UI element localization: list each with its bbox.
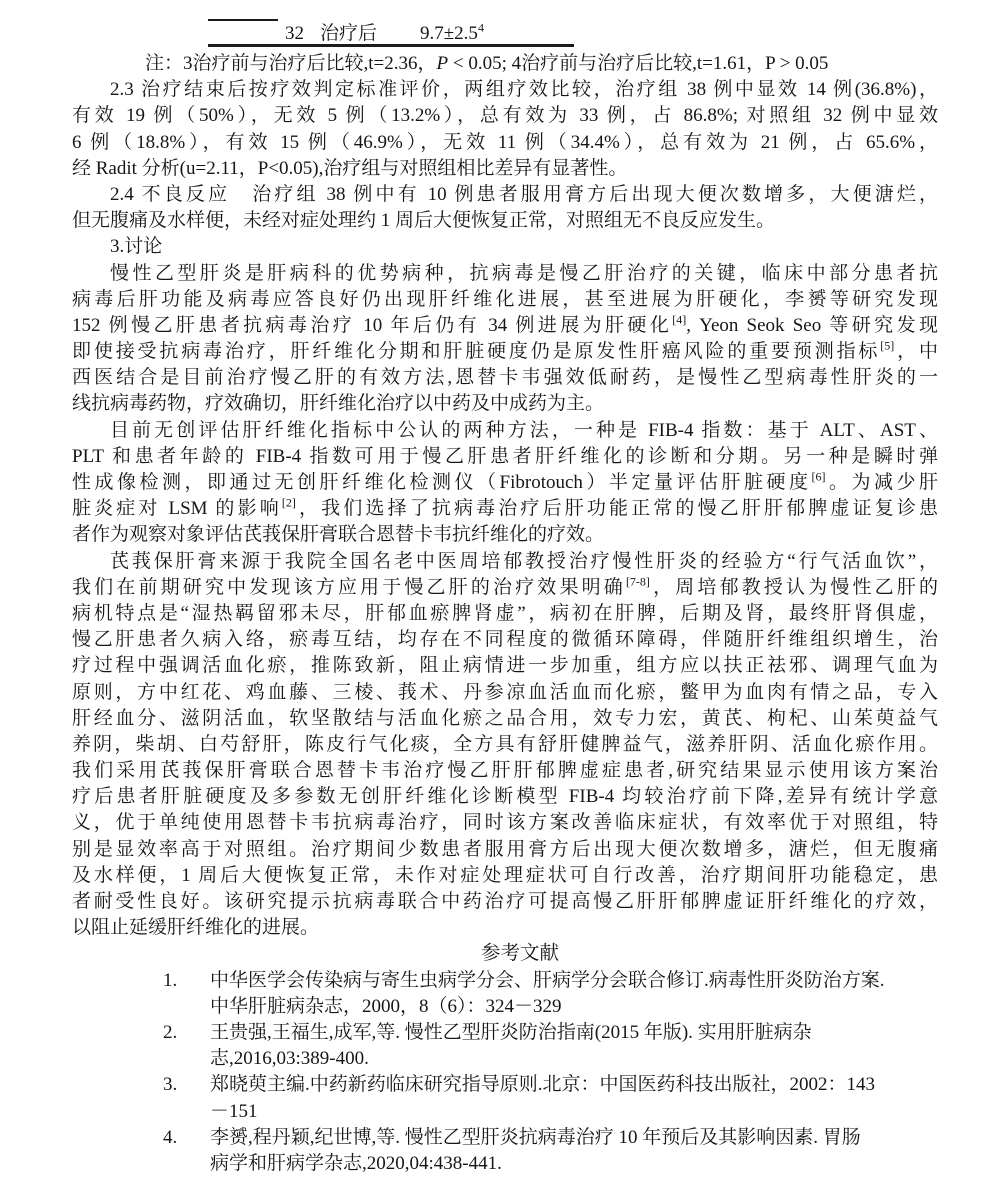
text-line: 目前无创评估肝纤维化指标中公认的两种方法，一种是 FIB-4 指数：基于 ALT、AST、 (110, 419, 938, 441)
reference-number: 1. (163, 969, 178, 991)
text-line: PLT 和患者年龄的 FIB-4 指数可用于慢乙肝患者肝纤维化的诊断和分期。另一种是瞬时弹 (72, 445, 938, 467)
reference-text-line: 中华肝脏病杂志，2000，8（6）：324－329 (210, 995, 562, 1017)
text-line: 我们采用芪莪保肝膏联合恩替卡韦治疗慢乙肝肝郁脾虚症患者,研究结果显示使用该方案治 (72, 760, 938, 782)
text-line: 我们在前期研究中发现该方应用于慢乙肝的治疗效果明确[7-8]，周培郁教授认为慢性乙肝的 (72, 574, 938, 598)
text-line: 芪莪保肝膏来源于我院全国名老中医周培郁教授治疗慢性肝炎的经验方“行气活血饮”， (110, 550, 938, 572)
text-line: 者耐受性良好。该研究提示抗病毒联合中药治疗可提高慢乙肝肝郁脾虚证肝纤维化的疗效， (72, 891, 938, 912)
text-line: 别是显效率高于对照组。治疗期间少数患者服用膏方后出现大便次数增多，溏烂，但无腹痛 (72, 838, 938, 860)
reference-item (72, 1125, 938, 1177)
reference-text (210, 1072, 938, 1124)
reference-text-line: 李赟,程丹颖,纪世博,等. 慢性乙型肝炎抗病毒治疗 10 年预后及其影响因素. 胃肠 (210, 1126, 861, 1148)
references-heading: 参考文献 (480, 943, 559, 965)
text-line: 病机特点是“湿热羁留邪未尽，肝郁血瘀脾肾虚”，病初在肝脾，后期及肾，最终肝肾俱虚， (72, 602, 938, 624)
reference-number: 4. (163, 1126, 178, 1148)
reference-text-line: 病学和肝病学杂志,2020,04:438-441. (210, 1152, 502, 1174)
table-cell-time-label: 治疗后 (320, 23, 378, 44)
text-line: 者作为观察对象评估芪莪保肝膏联合恩替卡韦抗纤维化的疗效。 (72, 524, 605, 546)
reference-text-line: 郑晓萸主编.中药新药临床研究指导原则.北京：中国医药科技出版社，2002：143 (210, 1074, 876, 1096)
text-line: 但无腹痛及水样便，未经对症处理约 1 周后大便恢复正常，对照组无不良反应发生。 (72, 210, 776, 232)
reference-item (72, 1072, 938, 1124)
text-line: 有效 19 例（50%），无效 5 例（13.2%），总有效为 33 例，占 86.8%; 对照组 32 例中显效 (72, 105, 938, 127)
reference-text (210, 1020, 938, 1072)
table-cell-value (420, 20, 484, 45)
text-line: 西医结合是目前治疗慢乙肝的有效方法,恩替卡韦强效低耐药，是慢性乙型病毒性肝炎的一 (72, 367, 938, 389)
text-line: 性成像检测，即通过无创肝纤维化检测仪（Fibrotouch）半定量评估肝脏硬度[6]。为减少肝 (72, 469, 938, 493)
table-footnote: 注：3治疗前与治疗后比较,t=2.36，P < 0.05; 4治疗前与治疗后比较,t=1.61，P > 0.05 (145, 53, 829, 74)
text-line: 经 Radit 分析(u=2.11，P<0.05),治疗组与对照组相比差异有显著性。 (72, 157, 628, 179)
text-line: 3.讨论 (110, 236, 163, 258)
text-line: 病毒后肝功能及病毒应答良好仍出现肝纤维化进展，甚至进展为肝硬化，李赟等研究发现 (72, 288, 938, 310)
text-line: 及水样便，1 周后大便恢复正常，未作对症处理症状可自行改善，治疗期间肝功能稳定，患 (72, 864, 938, 886)
text-line: 慢性乙型肝炎是肝病科的优势病种，抗病毒是慢乙肝治疗的关键，临床中部分患者抗 (110, 262, 938, 284)
reference-number: 3. (163, 1074, 178, 1096)
reference-item (72, 1020, 938, 1072)
text-line: 义，优于单纯使用恩替卡韦抗病毒治疗，同时该方案改善临床症状，有效率优于对照组，特 (72, 812, 938, 834)
reference-text-line: 王贵强,王福生,成军,等. 慢性乙型肝炎防治指南(2015 年版). 实用肝脏病杂 (210, 1021, 812, 1043)
body-paragraphs (72, 77, 938, 941)
document-body (72, 51, 938, 1177)
text-line: 疗过程中强调活血化瘀，推陈致新，阻止病情进一步加重，组方应以扶正祛邪、调理气血为 (72, 655, 938, 677)
text-line: 即使接受抗病毒治疗，肝纤维化分期和肝脏硬度仍是原发性肝癌风险的重要预测指标[5]，中 (72, 338, 938, 363)
text-line: 以阻止延缓肝纤维化的进展。 (72, 917, 320, 939)
value-superscript: 4 (477, 20, 484, 35)
reference-item (72, 968, 938, 1020)
text-line: 152 例慢乙肝患者抗病毒治疗 10 年后仍有 34 例进展为肝硬化[4], Yeon Seok Seo 等研究发现 (72, 312, 938, 336)
reference-text-line: 中华医学会传染病与寄生虫病学分会、肝病学分会联合修订.病毒性肝炎防治方案. (210, 969, 885, 991)
text-line: 肝经血分、滋阴活血，软坚散结与活血化瘀之品合用，效专力宏，黄芪、枸杞、山茱萸益气 (72, 707, 938, 729)
table-cell-sample-size: 32 (285, 23, 304, 44)
reference-text-line: 志,2016,03:389-400. (210, 1048, 369, 1070)
reference-number: 2. (163, 1021, 178, 1043)
text-line: 2.3 治疗结束后按疗效判定标准评价，两组疗效比较，治疗组 38 例中显效 14 例(36.8%)， (110, 79, 938, 101)
table-rule-bottom (208, 44, 574, 47)
reference-text-line: －151 (210, 1100, 258, 1122)
text-line: 6 例（18.8%），有效 15 例（46.9%），无效 11 例（34.4%），总有效为 21 例，占 65.6%， (72, 131, 938, 153)
references-list (72, 968, 938, 1178)
text-line: 养阴，柴胡、白芍舒肝，陈皮行气化痰，全方具有舒肝健脾益气，滋养肝阴、活血化瘀作用。 (72, 733, 938, 755)
text-line: 线抗病毒药物，疗效确切，肝纤维化治疗以中药及中成药为主。 (72, 393, 605, 415)
reference-text (210, 1125, 938, 1177)
text-line: 疗后患者肝脏硬度及多参数无创肝纤维化诊断模型 FIB-4 均较治疗前下降,差异有统计学意 (72, 786, 938, 808)
table-rule-top (208, 19, 278, 21)
text-line: 原则，方中红花、鸡血藤、三棱、莪术、丹参凉血活血而化瘀，鳖甲为血肉有情之品，专入 (72, 681, 938, 703)
value-text: 9.7±2.5 (420, 23, 478, 44)
table-row (0, 20, 1000, 45)
text-line: 2.4 不良反应 治疗组 38 例中有 10 例患者服用膏方后出现大便次数增多，大便溏烂， (110, 183, 938, 205)
reference-text (210, 968, 938, 1020)
text-line: 慢乙肝患者久病入络，瘀毒互结，均存在不同程度的微循环障碍，伴随肝纤维组织增生，治 (72, 629, 938, 651)
text-line: 脏炎症对 LSM 的影响[2]，我们选择了抗病毒治疗后肝功能正常的慢乙肝肝郁脾虚证复诊患 (72, 495, 938, 520)
